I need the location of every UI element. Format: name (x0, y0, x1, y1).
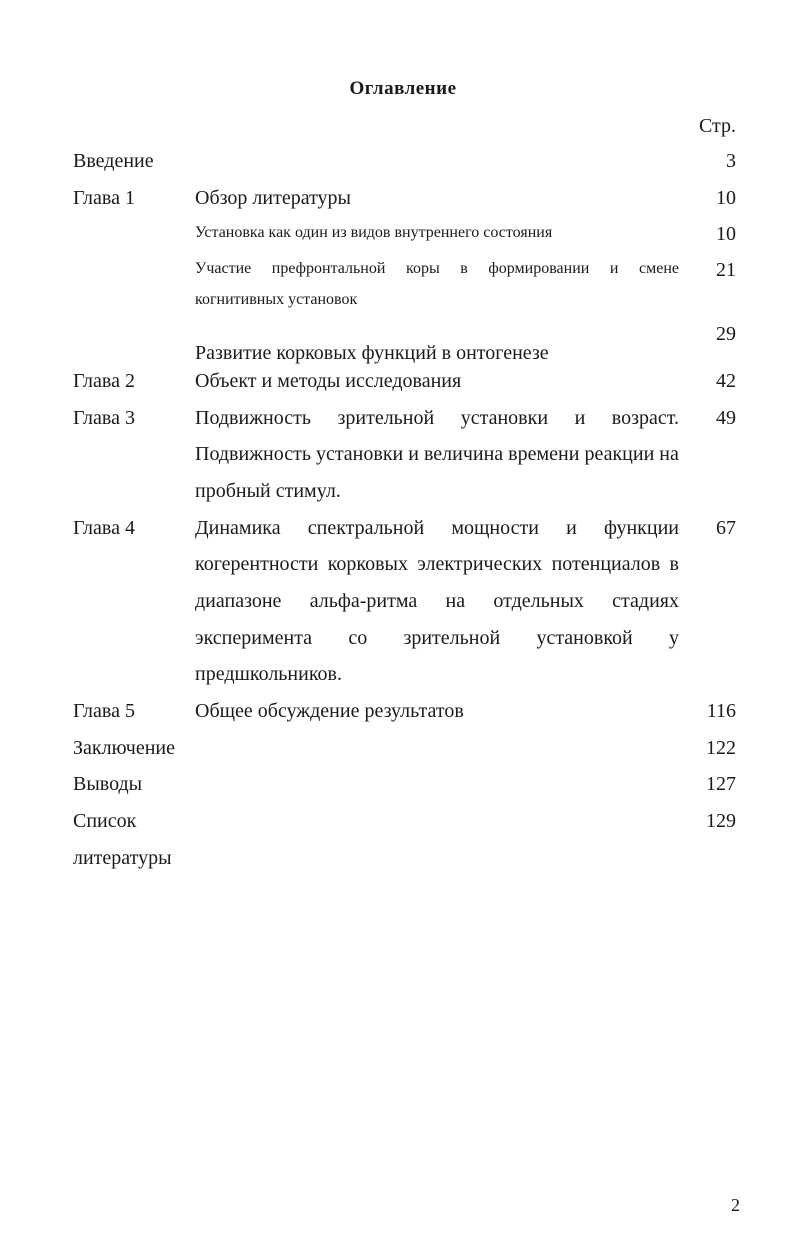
toc-ch4-line5: предшкольников. (195, 663, 342, 685)
toc-ch4-line1: Динамика спектральной мощности и функции (195, 517, 679, 539)
toc-ch4-line4: эксперимента со зрительной установкой у (195, 627, 679, 649)
toc-ch4-line3: диапазоне альфа-ритма на отдельных стадиях (195, 590, 679, 612)
page-number: 2 (731, 1195, 740, 1215)
toc-ch3-label: Глава 3 (73, 407, 135, 429)
toc-ch1-page: 10 (716, 187, 736, 209)
toc-ch3-line2: Подвижность установки и величина времени реакции на (195, 443, 679, 465)
toc-intro-page: 3 (726, 150, 736, 172)
toc-ch2-page: 42 (716, 370, 736, 392)
toc-ch3-page: 49 (716, 407, 736, 429)
toc-findings-label: Выводы (73, 773, 143, 795)
toc-ch2-label: Глава 2 (73, 370, 135, 392)
toc-references-line2: литературы (73, 847, 172, 869)
toc-findings-page: 127 (706, 773, 736, 795)
toc-ch1-title: Обзор литературы (195, 187, 351, 209)
toc-ch1-sub1-page: 10 (716, 223, 736, 245)
toc-ch4-label: Глава 4 (73, 517, 135, 539)
toc-ch3-line3: пробный стимул. (195, 480, 341, 502)
toc-references-page: 129 (706, 810, 736, 832)
toc-ch1-sub1-title: Установка как один из видов внутреннего состояния (195, 224, 553, 241)
toc-conclusion-label: Заключение (73, 737, 175, 759)
toc-ch1-sub2-page: 21 (716, 259, 736, 281)
toc-ch1-sub3-title: Развитие корковых функций в онтогенезе (195, 342, 549, 364)
toc-ch1-sub2-line2: когнитивных установок (195, 291, 358, 308)
toc-ch2-title: Объект и методы исследования (195, 370, 462, 392)
toc-ch4-line2: когерентности корковых электрических потенциалов в (195, 553, 679, 575)
toc-ch1-sub2-line1: Участие префронтальной коры в формировании и смене (195, 260, 679, 277)
toc-ch1-sub3-page: 29 (716, 323, 736, 345)
toc-ch4-page: 67 (716, 517, 736, 539)
page-title: Оглавление (349, 78, 457, 99)
toc-ch3-line1: Подвижность зрительной установки и возраст. (195, 407, 679, 429)
toc-conclusion-page: 122 (706, 737, 736, 759)
toc-references-line1: Список (73, 810, 137, 832)
toc-ch5-label: Глава 5 (73, 700, 135, 722)
toc-intro-label: Введение (73, 150, 154, 172)
toc-ch5-title: Общее обсуждение результатов (195, 700, 464, 722)
page-column-header: Стр. (698, 115, 736, 137)
toc-ch1-label: Глава 1 (73, 187, 135, 209)
toc-ch5-page: 116 (706, 700, 736, 722)
